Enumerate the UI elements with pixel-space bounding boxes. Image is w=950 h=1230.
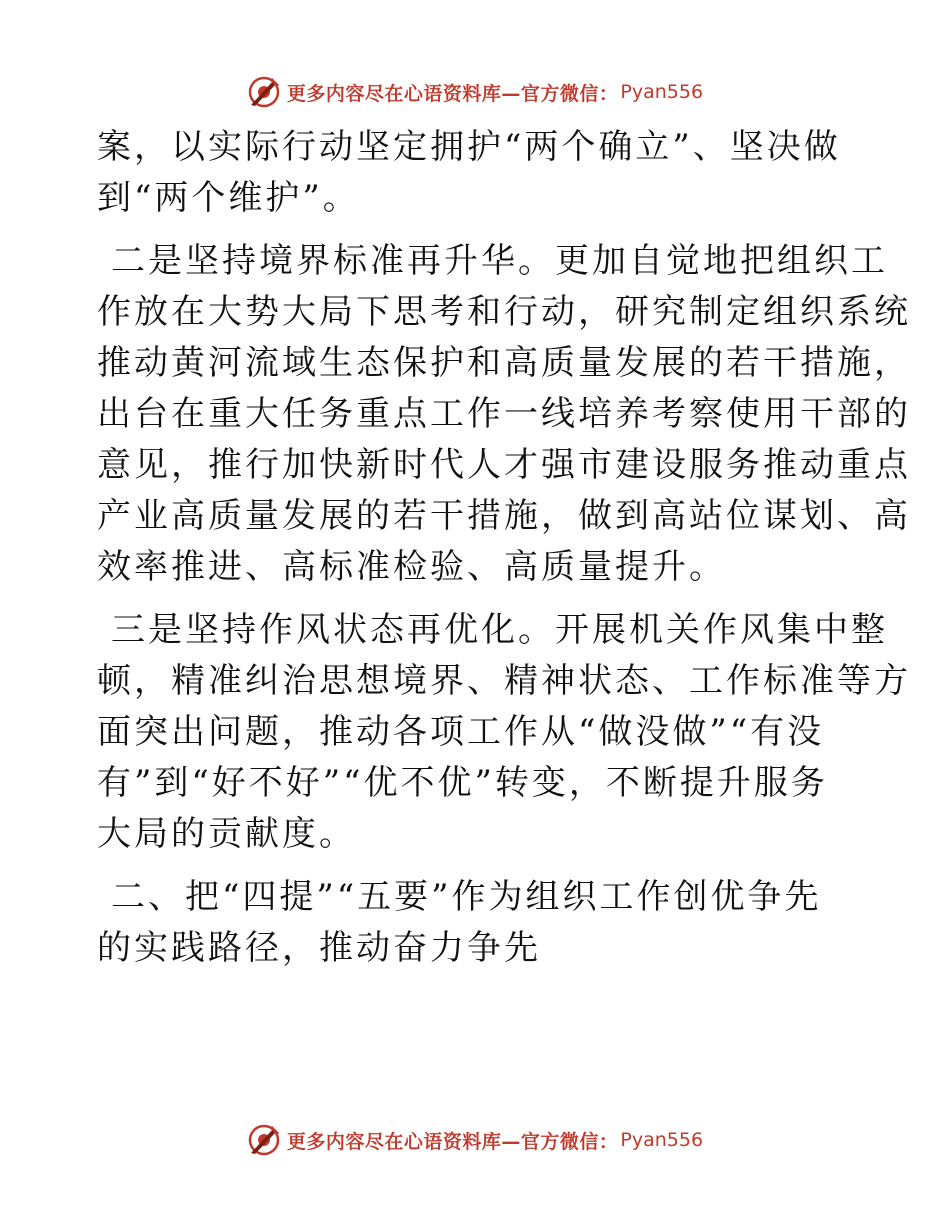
watermark-id: Pyan556 [620, 1129, 704, 1151]
text-line: 大局的贡献度。 [97, 814, 356, 854]
quill-logo-icon [247, 75, 281, 109]
text-line: 顿，精准纠治思想境界、精神状态、工作标准等方 [97, 661, 911, 701]
footer-watermark [0, 1120, 950, 1160]
text-line: 出台在重大任务重点工作一线培养考察使用干部的 [97, 394, 911, 434]
watermark-text: 更多内容尽在心语资料库—官方微信： [286, 1130, 619, 1153]
paragraph-2 [97, 236, 911, 593]
watermark-text: 更多内容尽在心语资料库—官方微信： [286, 82, 619, 105]
paragraph-1 [97, 122, 857, 224]
text-line: 有”到“好不好”“优不优”转变，不断提升服务 [97, 763, 828, 803]
section-heading [97, 872, 857, 974]
text-line: 面突出问题，推动各项工作从“做没做”“有没 [97, 712, 825, 752]
text-line: 二是坚持境界标准再升华。更加自觉地把组织工 [111, 241, 888, 281]
text-line: 到“两个维护”。 [97, 178, 360, 218]
text-line: 案，以实际行动坚定拥护“两个确立”、坚决做 [97, 127, 841, 167]
text-line: 作放在大势大局下思考和行动，研究制定组织系统 [97, 292, 911, 332]
header-watermark [0, 72, 950, 112]
text-line: 三是坚持作风状态再优化。开展机关作风集中整 [111, 610, 888, 650]
watermark-id: Pyan556 [620, 81, 704, 103]
text-line: 产业高质量发展的若干措施，做到高站位谋划、高 [97, 496, 911, 536]
paragraph-3 [97, 605, 911, 860]
text-line: 效率推进、高标准检验、高质量提升。 [97, 547, 726, 587]
text-line: 二、把“四提”“五要”作为组织工作创优争先 [111, 877, 822, 917]
text-line: 的实践路径，推动奋力争先 [97, 928, 541, 968]
text-line: 推动黄河流域生态保护和高质量发展的若干措施， [97, 343, 911, 383]
quill-logo-icon [247, 1123, 281, 1157]
text-line: 意见，推行加快新时代人才强市建设服务推动重点 [97, 445, 911, 485]
document-body [97, 122, 911, 974]
